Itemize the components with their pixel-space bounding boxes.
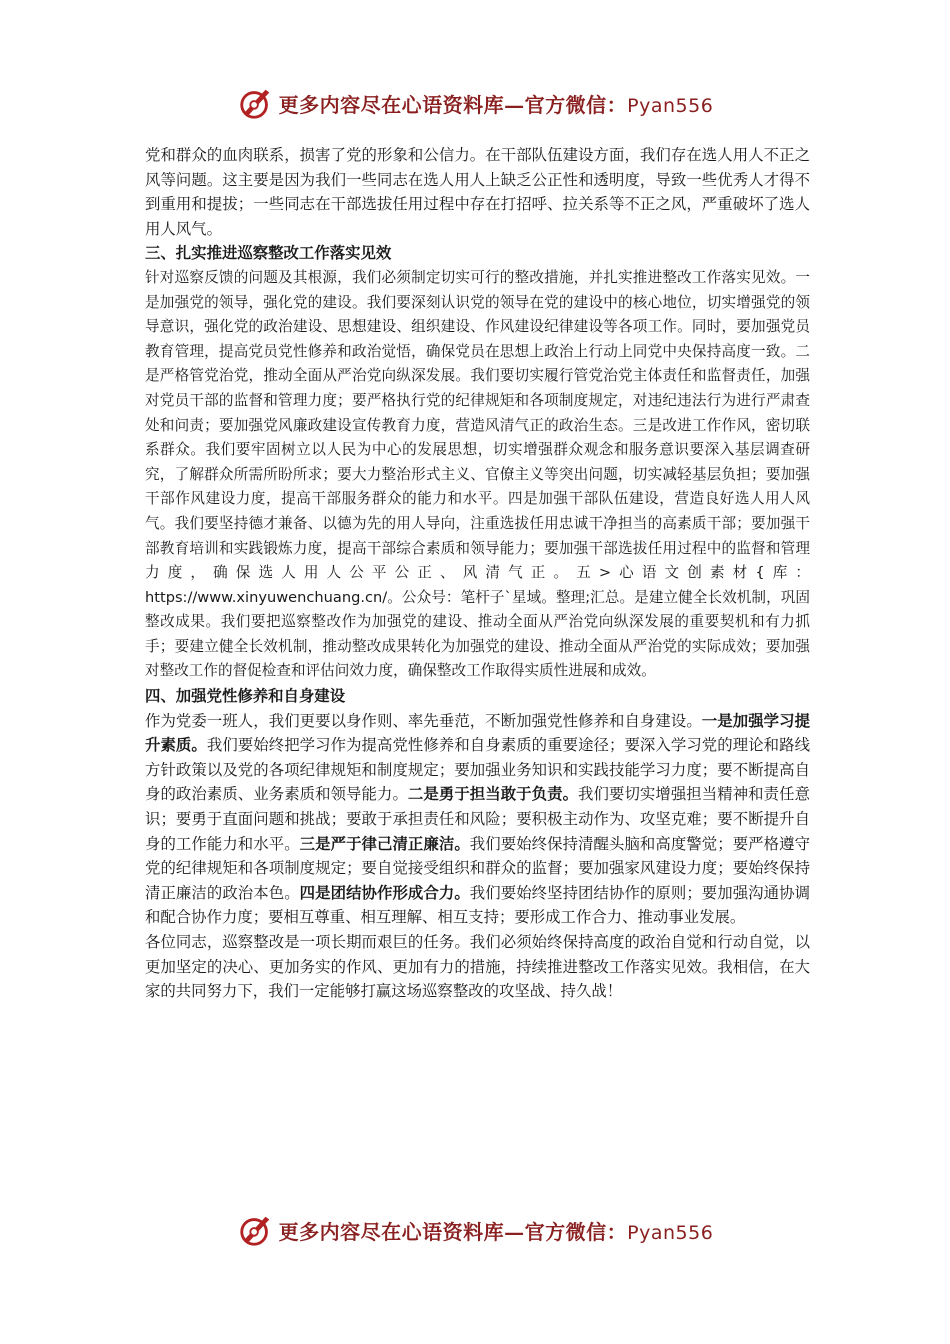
p3-bold-1: 一是加强学习提升素质。 <box>145 711 810 755</box>
p3-text-2: 我们要始终把学习作为提高党性修养和自身素质的重要途径；要深入学习党的理论和路线方针政策以及党的各项纪律规矩和制度规定；要加强业务知识和实践技能学习力度；要不断提高自身的政治素质、业务素质和领导能力。 <box>145 736 810 804</box>
p3-text-5: 我们要始终坚持团结协作的原则；要加强沟通协调和配合协作力度；要相互尊重、相互理解、相互支持；要形成工作合力、推动事业发展。 <box>145 883 810 927</box>
wechat-id: Pyan556 <box>627 1221 714 1244</box>
p3-text-4: 我们要始终保持清醒头脑和高度警觉；要严格遵守党的纪律规矩和各项制度规定；要自觉接受组织和群众的监督；要加强家风建设力度；要始终保持清正廉洁的政治本色。 <box>145 834 810 902</box>
pen-logo-icon <box>237 84 275 122</box>
pen-logo-icon <box>237 1211 275 1249</box>
banner-text <box>279 1216 714 1245</box>
banner-title: 更多内容尽在心语资料库—官方微信： <box>278 1219 628 1244</box>
header-banner <box>0 80 950 126</box>
p3-bold-2: 二是勇于担当敢于负责。 <box>407 785 579 804</box>
section-heading-4: 四、加强党性修养和自身建设 <box>145 687 346 706</box>
paragraph-2: 针对巡察反馈的问题及其根源，我们必须制定切实可行的整改措施，并扎实推进整改工作落实见效。一是加强党的领导，强化党的建设。我们要深刻认识党的领导在党的建设中的核心地位，切实增强党的领导意识，强化党的政治建设、思想建设、组织建设、作风建设纪律建设等各项工作。同时，要加强党员教育管理，提高党员党性修养和政治觉悟，确保党员在思想上政治上行动上同党中央保持高度一致。二是严格管党治党，推动全面从严治党向纵深发展。我们要切实履行管党治党主体责任和监督责任，加强对党员干部的监督和管理力度；要严格执行党的纪律规矩和各项制度规定，对违纪违法行为进行严肃查处和问责；要加强党风廉政建设宣传教育力度，营造风清气正的政治生态。三是改进工作作风，密切联系群众。我们要牢固树立以人民为中心的发展思想，切实增强群众观念和服务意识要深入基层调查研究，了解群众所需所盼所求；要大力整治形式主义、官僚主义等突出问题，切实减轻基层负担；要加强干部作风建设力度，提高干部服务群众的能力和水平。四是加强干部队伍建设，营造良好选人用人风气。我们要坚持德才兼备、以德为先的用人导向，注重选拔任用忠诚干净担当的高素质干部；要加强干部教育培训和实践锻炼力度，提高干部综合素质和领导能力；要加强干部选拔任用过程中的监督和管理力度，确保选人用人公平公正、风清气正。五>心语文创素材{库：https://www.xinyuwenchuang.cn/。公众号：笔杆子`星域。整理;汇总。是建立健全长效机制，巩固整改成果。我们要把巡察整改作为加强党的建设、推动全面从严治党向纵深发展的重要契机和有力抓手；要建立健全长效机制，推动整改成果转化为加强党的建设、推动全面从严治党的实际成效；要加强对整改工作的督促检查和评估问效力度，确保整改工作取得实质性进展和成效。 <box>145 268 810 680</box>
p3-bold-3: 三是严于律己清正廉洁。 <box>299 834 470 853</box>
p3-text-3: 我们要切实增强担当精神和责任意识；要勇于直面问题和挑战；要敢于承担责任和风险；要积极主动作为、攻坚克难；要不断提升自身的工作能力和水平。 <box>145 785 810 853</box>
paragraph-4: 各位同志，巡察整改是一项长期而艰巨的任务。我们必须始终保持高度的政治自觉和行动自觉，以更加坚定的决心、更加务实的作风、更加有力的措施，持续推进整改工作落实见效。我相信，在大家的共同努力下，我们一定能够打赢这场巡察整改的攻坚战、持久战！ <box>145 933 810 1001</box>
wechat-id: Pyan556 <box>627 94 714 117</box>
banner-text <box>279 89 714 118</box>
p3-text-1: 作为党委一班人，我们更要以身作则、率先垂范，不断加强党性修养和自身建设。 <box>145 711 702 730</box>
paragraph-3 <box>145 709 810 930</box>
paragraph-1: 党和群众的血肉联系，损害了党的形象和公信力。在干部队伍建设方面，我们存在选人用人不正之风等问题。这主要是因为我们一些同志在选人用人上缺乏公正性和透明度，导致一些优秀人才得不到重用和提拔；一些同志在干部选拔任用过程中存在打招呼、拉关系等不正之风，严重破坏了选人用人风气。 <box>145 146 810 238</box>
section-heading-3: 三、扎实推进巡察整改工作落实见效 <box>145 244 392 263</box>
p3-bold-4: 四是团结协作形成合力。 <box>299 883 470 902</box>
document-body <box>145 143 810 1004</box>
footer-banner <box>0 1207 950 1253</box>
banner-title: 更多内容尽在心语资料库—官方微信： <box>278 92 628 117</box>
